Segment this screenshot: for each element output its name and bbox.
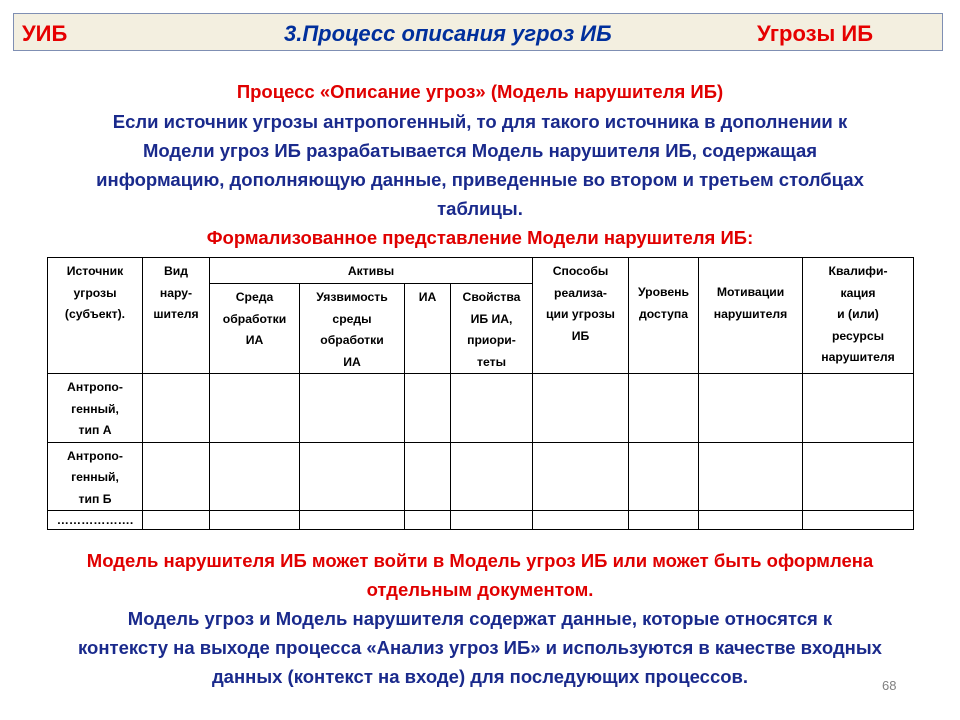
empty-cell	[405, 374, 451, 443]
empty-cell	[451, 511, 533, 530]
empty-cell	[300, 374, 405, 443]
header-attack-methods: Способы реализа- ции угрозы ИБ	[533, 258, 629, 374]
header-motives: Мотивации нарушителя	[699, 258, 803, 374]
intro-line-2: Модели угроз ИБ разрабатывается Модель нарушителя ИБ, содержащая	[142, 140, 818, 161]
table-row	[48, 374, 914, 443]
intruder-model-table	[47, 257, 914, 530]
empty-cell	[629, 374, 699, 443]
header-processing-environment: Среда обработки ИА	[210, 284, 300, 374]
empty-cell	[210, 374, 300, 443]
empty-cell	[300, 511, 405, 530]
empty-cell	[629, 442, 699, 511]
header-ia: ИА	[405, 284, 451, 374]
header-access-level: Уровень доступа	[629, 258, 699, 374]
intro-line-4: таблицы.	[437, 198, 523, 219]
intro-line-1: Если источник угрозы антропогенный, то для такого источника в дополнении к	[112, 111, 848, 132]
empty-cell	[699, 374, 803, 443]
empty-cell	[143, 442, 210, 511]
footer-red-line-1: Модель нарушителя ИБ может войти в Модель угроз ИБ или может быть оформлена	[86, 550, 874, 571]
empty-cell	[533, 442, 629, 511]
empty-cell	[533, 374, 629, 443]
header-intruder-type: Вид нару- шителя	[143, 258, 210, 374]
intro-line-3: информацию, дополняющую данные, приведенные во втором и третьем столбцах	[96, 169, 864, 190]
header-qualification: Квалифи- кация и (или) ресурсы нарушителя	[803, 258, 914, 374]
empty-cell	[405, 511, 451, 530]
empty-cell	[210, 511, 300, 530]
empty-cell	[143, 374, 210, 443]
header-vulnerability: Уязвимость среды обработки ИА	[300, 284, 405, 374]
header-threat-source: Источник угрозы (субъект).	[48, 258, 143, 374]
table-row	[48, 511, 914, 530]
row-label-type-b: Антропо- генный, тип Б	[48, 442, 143, 511]
empty-cell	[143, 511, 210, 530]
table-row	[48, 442, 914, 511]
header-assets: Активы	[210, 258, 533, 284]
footer-blue-line-3: данных (контекст на входе) для последующих процессов.	[211, 666, 749, 687]
empty-cell	[629, 511, 699, 530]
empty-cell	[210, 442, 300, 511]
header-section-title: 3.Процесс описания угроз ИБ	[284, 21, 612, 46]
page-number: 68	[882, 678, 897, 693]
row-label-ellipsis: ……………….	[48, 511, 143, 530]
empty-cell	[803, 442, 914, 511]
empty-cell	[300, 442, 405, 511]
empty-cell	[405, 442, 451, 511]
empty-cell	[451, 374, 533, 443]
empty-cell	[699, 442, 803, 511]
footer-blue-line-1: Модель угроз и Модель нарушителя содержат данные, которые относятся к	[127, 608, 833, 629]
header-course-label: УИБ	[22, 21, 68, 46]
empty-cell	[699, 511, 803, 530]
intro-title: Процесс «Описание угроз» (Модель нарушителя ИБ)	[236, 81, 724, 102]
empty-cell	[803, 374, 914, 443]
empty-cell	[533, 511, 629, 530]
slide-header	[13, 13, 943, 51]
header-security-properties: Свойства ИБ ИА, приори- теты	[451, 284, 533, 374]
empty-cell	[451, 442, 533, 511]
row-label-type-a: Антропо- генный, тип А	[48, 374, 143, 443]
empty-cell	[803, 511, 914, 530]
header-topic-label: Угрозы ИБ	[757, 21, 874, 46]
table-caption: Формализованное представление Модели нарушителя ИБ:	[206, 227, 754, 248]
footer-blue-line-2: контексту на выходе процесса «Анализ угроз ИБ» и используются в качестве входных	[78, 637, 882, 658]
footer-red-line-2: отдельным документом.	[366, 579, 594, 600]
